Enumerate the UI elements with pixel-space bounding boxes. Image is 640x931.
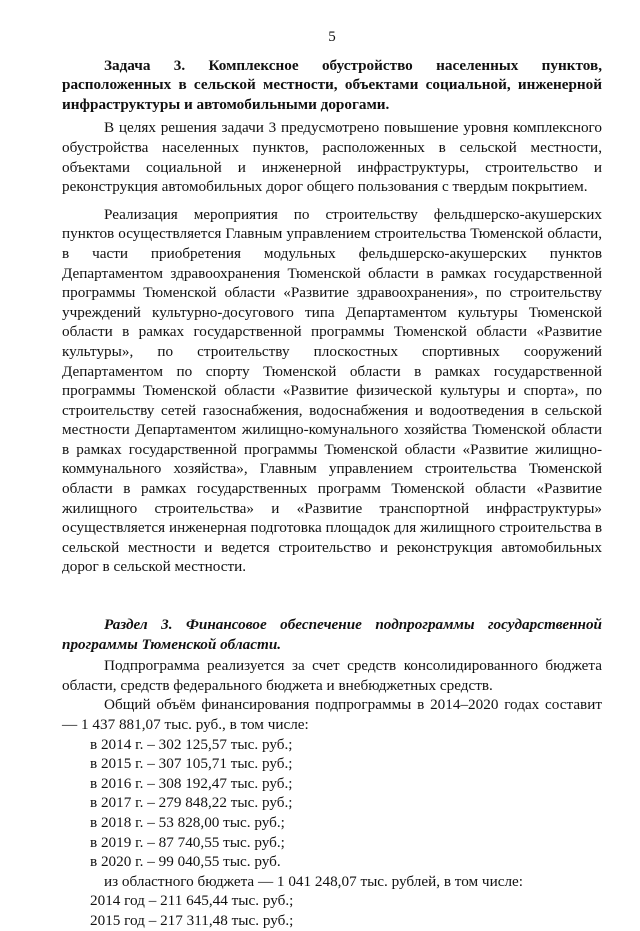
regional-funding-list [62,891,602,930]
page-number: 5 [328,29,336,45]
yearly-funding-list [62,735,602,872]
task-heading: Задача 3. Комплексное обустройство населенных пунктов, расположенных в сельской местности, объектами социальной, инженерной инфраструктуры и автомобильными дорогами. [62,56,602,113]
regional-budget-intro: из областного бюджета — 1 041 248,07 тыс. рублей, в том числе: [104,872,523,890]
list-item: 2015 год – 217 311,48 тыс. руб.; [90,911,294,929]
paragraph-task-goal: В целях решения задачи 3 предусмотрено повышение уровня комплексного обустройства населенных пунктов, расположенных в сельской местности, объектами социальной и инженерной инфраструктуры, строительство и реконструкция автомобильных дорог общего пользования с твердым покрытием. [62,119,602,196]
list-item: в 2020 г. – 99 040,55 тыс. руб. [90,853,281,871]
list-item: в 2015 г. – 307 105,71 тыс. руб.; [90,755,293,773]
list-item: 2014 год – 211 645,44 тыс. руб.; [90,892,294,910]
section-heading: Раздел 3. Финансовое обеспечение подпрограммы государственной программы Тюменской области. [62,616,602,653]
paragraph-funding-total: Общий объём финансирования подпрограммы в 2014–2020 годах составит — 1 437 881,07 тыс. руб., в том числе: [62,696,602,733]
list-item: в 2019 г. – 87 740,55 тыс. руб.; [90,833,285,851]
document-page [62,28,602,931]
list-item: в 2016 г. – 308 192,47 тыс. руб.; [90,774,293,792]
paragraph-funding-sources: Подпрограмма реализуется за счет средств консолидированного бюджета области, средств федерального бюджета и внебюджетных средств. [62,657,602,694]
paragraph-implementation: Реализация мероприятия по строительству фельдшерско-акушерских пунктов осуществляется Главным управлением строительства Тюменской области, в части приобретения модульных фельдшерско-акушерских пунктов Департаментом здравоохранения Тюменской области в рамках государственной программы Тюменской области «Развитие здравоохранения», по строительству учреждений культурно-досугового типа Департаментом культуры Тюменской области в рамках государственной программы Тюменской области «Развитие культуры», по строительству плоскостных спортивных сооружений Департаментом по спорту Тюменской области в рамках государственной программы Тюменской области «Развитие физической культуры и спорта», по строительству сетей газоснабжения, водоснабжения и водоотведения в сельской местности Департаментом жилищно-комунального хозяйства Тюменской области в рамках государственной программы Тюменской области «Развитие жилищно-коммунального хозяйства», Главным управлением строительства Тюменской области в рамках государственных программ Тюменской области «Развитие жилищного строительства» и «Развитие транспортной инфраструктуры» осуществляется инженерная подготовка площадок для жилищного строительства в сельской местности и ведется строительство и реконструкция автомобильных дорог в сельской местности. [62,205,602,576]
list-item: в 2017 г. – 279 848,22 тыс. руб.; [90,794,293,812]
list-item: в 2018 г. – 53 828,00 тыс. руб.; [90,813,285,831]
list-item: в 2014 г. – 302 125,57 тыс. руб.; [90,735,293,753]
